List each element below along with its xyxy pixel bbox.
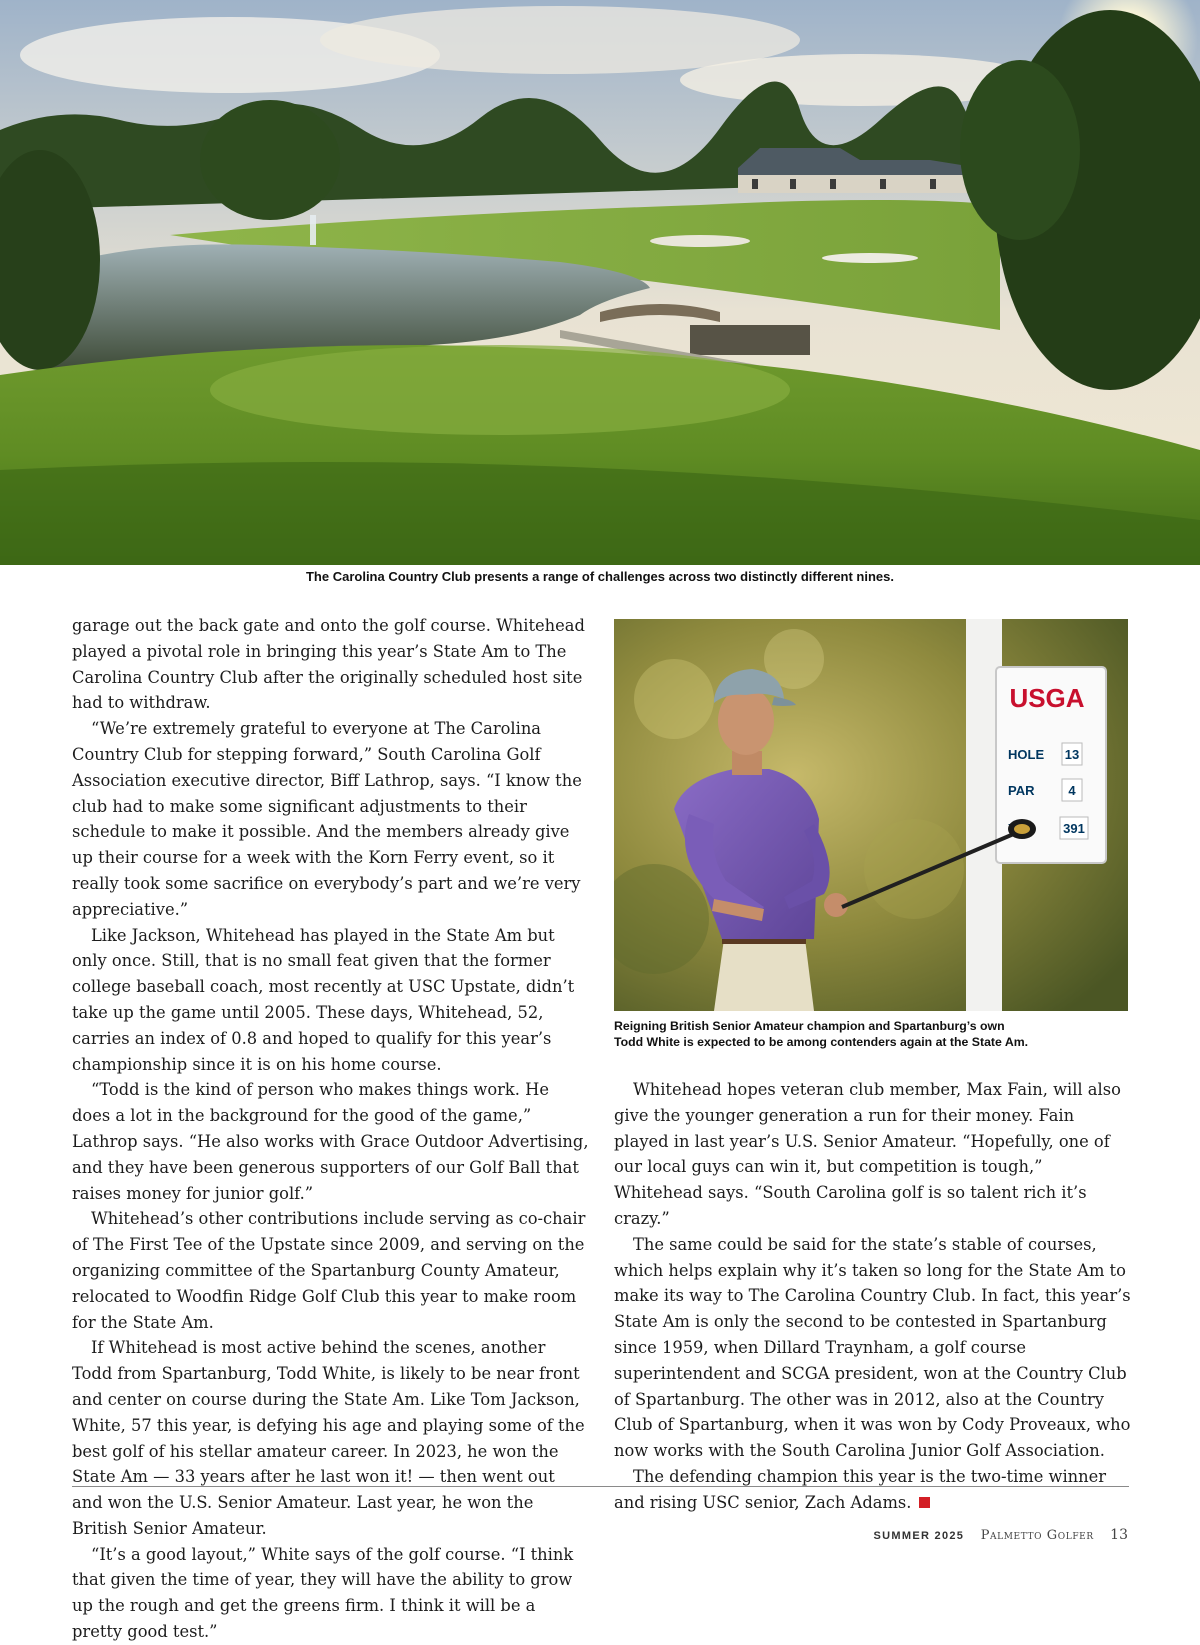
paragraph: “We’re extremely grateful to everyone at The Carolina Country Club for stepping forward,” South Carolina Golf Association executive director, Biff Lathrop, says. “I know the club had to make some significant adjustments to their schedule to make it possible. And the members already give up their course for a week with the Korn Ferry event, so it really took some sacrifice on everybody’s part and we’re very appreciative.” [72,719,582,919]
sign-value-hole: 13 [1064,747,1080,762]
golfer-image [614,619,1128,1011]
paragraph: “It’s a good layout,” White says of the golf course. “I think that given the time of year, they will have the ability to grow up the rough and get the greens firm. I think it will be a pretty good test.” [72,1544,574,1642]
sign-brand: USGA [1009,683,1085,713]
paragraph: Whitehead hopes veteran club member, Max Fain, will also give the younger generation a run for their money. Fain played in last year’s U.S. Senior Amateur. “Hopefully, one of our local guys can win it, but competition is tough,” Whitehead says. “South Carolina golf is so talent rich it’s crazy.” [614,1080,1121,1228]
sign-value-yards: 391 [1063,821,1085,836]
footer-divider [72,1486,1129,1487]
sign-label-par: PAR [1008,783,1035,798]
caption-line: Reigning British Senior Amateur champion and Spartanburg’s own [614,1019,1005,1033]
magazine-title: Palmetto Golfer [980,1528,1094,1543]
paragraph-final [614,1464,1132,1516]
golf-course-landscape-image [0,0,1200,565]
hero-photo [0,0,1200,565]
hero-photo-caption: The Carolina Country Club presents a range of challenges across two distinctly different nines. [305,569,894,584]
end-of-article-mark [919,1497,930,1508]
paragraph: The same could be said for the state’s stable of courses, which helps explain why it’s taken so long for the State Am to make its way to The Carolina Country Club. In fact, this year’s State Am is only the second to be contested in Spartanburg since 1959, when Dillard Traynham, a golf course superintendent and SCGA president, won at the Country Club of Spartanburg. The other was in 2012, also at the Country Club of Spartanburg, when it was won by Cody Proveaux, who now works with the South Carolina Junior Golf Association. [614,1234,1131,1461]
sign-value-par: 4 [1068,783,1076,798]
paragraph: Whitehead’s other contributions include serving as co-chair of The First Tee of the Upstate since 2009, and serving on the organizing committee of the Spartanburg County Amateur, relocated to Woodfin Ridge Golf Club this year to make room for the State Am. [72,1209,586,1332]
paragraph: Like Jackson, Whitehead has played in the State Am but only once. Still, that is no small feat given that the former college baseball coach, most recently at USC Upstate, didn’t take up the game until 2005. These days, Whitehead, 52, carries an index of 0.8 and hoped to qualify for this year’s championship since it is on his home course. [72,925,575,1074]
paragraph-text: The defending champion this year is the two-time winner and rising USC senior, Zach Adams. [614,1466,1107,1512]
left-article-column [72,613,590,1645]
paragraph: garage out the back gate and onto the golf course. Whitehead played a pivotal role in bringing this year’s State Am to The Carolina Country Club after the originally scheduled host site had to withdraw. [72,616,585,713]
caption-line: Todd White is expected to be among contenders again at the State Am. [614,1035,1029,1049]
golfer-photo-caption [614,1018,1128,1050]
page-number: 13 [1110,1527,1128,1543]
issue-season: SUMMER 2025 [873,1530,965,1542]
golfer-photo [614,619,1128,1011]
page-footer [874,1527,1128,1543]
paragraph: “Todd is the kind of person who makes things work. He does a lot in the background for the good of the game,” Lathrop says. “He also works with Grace Outdoor Advertising, and they have been generous supporters of our Golf Ball that raises money for junior golf.” [72,1080,589,1203]
paragraph: If Whitehead is most active behind the scenes, another Todd from Spartanburg, Todd White, is likely to be near front and center on course during the State Am. Like Tom Jackson, White, 57 this year, is defying his age and playing some of the best golf of his stellar amateur career. In 2023, he won the State Am — 33 years after he last won it! — then went out and won the U.S. Senior Amateur. Last year, he won the British Senior Amateur. [72,1338,585,1538]
right-article-column [614,1077,1132,1516]
sign-label-hole: HOLE [1008,747,1045,762]
